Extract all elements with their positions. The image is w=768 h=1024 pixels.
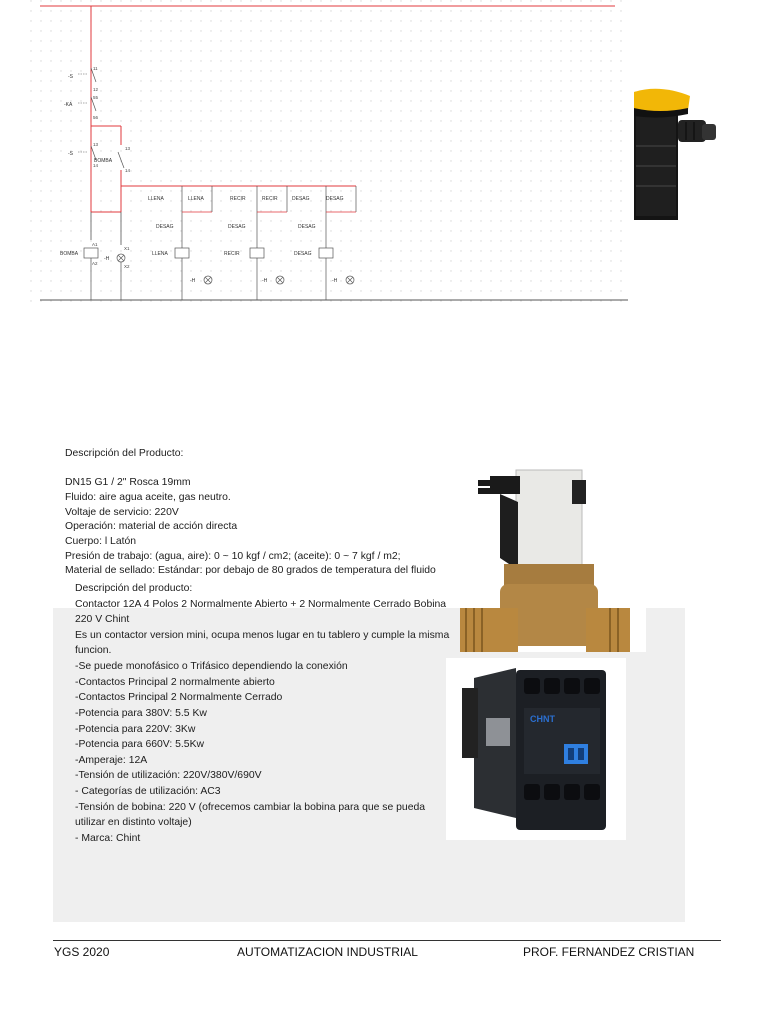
- contactor-spec-line: -Potencia para 380V: 5.5 Kw: [75, 708, 207, 719]
- valve-spec-line: Material de sellado: Estándar: por debajo de 80 grados de temperatura del fluido: [65, 565, 436, 576]
- svg-text:DESAG: DESAG: [298, 224, 316, 230]
- contactor-spec-line: -Potencia para 660V: 5.5Kw: [75, 739, 204, 750]
- svg-text:14: 14: [93, 163, 99, 168]
- svg-text:DESAG: DESAG: [294, 251, 312, 257]
- valve-description-heading: Descripción del Producto:: [65, 448, 184, 459]
- footer-rule: [53, 940, 721, 941]
- contactor-description-heading: Descripción del producto:: [75, 583, 193, 594]
- level-sensor-image: [634, 86, 724, 220]
- svg-text:LLENA: LLENA: [188, 196, 204, 202]
- svg-text:X1: X1: [124, 246, 130, 251]
- valve-spec-line: Operación: material de acción directa: [65, 521, 238, 532]
- contactor-image: [446, 658, 626, 840]
- svg-text:-S: -S: [68, 151, 73, 157]
- svg-text:A1: A1: [92, 242, 98, 247]
- solenoid-valve-image: [460, 462, 646, 686]
- svg-text:RECIR: RECIR: [262, 196, 278, 202]
- contactor-spec-line: -Se puede monofásico o Trifásico dependiendo la conexión: [75, 661, 348, 672]
- svg-text:14: 14: [125, 168, 131, 173]
- svg-text:RECIR: RECIR: [230, 196, 246, 202]
- svg-text:-H: -H: [262, 278, 268, 284]
- contactor-spec-line: -Potencia para 220V: 3Kw: [75, 724, 196, 735]
- svg-text:11: 11: [93, 66, 98, 71]
- svg-text:-H: -H: [332, 278, 338, 284]
- svg-text:CHNT: CHNT: [530, 714, 555, 724]
- svg-text:LLENA: LLENA: [148, 196, 164, 202]
- contactor-spec-line: - Categorías de utilización: AC3: [75, 786, 221, 797]
- svg-text:LLENA: LLENA: [152, 251, 168, 257]
- svg-text:13: 13: [93, 142, 99, 147]
- valve-spec-line: Fluido: aire agua aceite, gas neutro.: [65, 492, 231, 503]
- valve-spec-line: Cuerpo: l Latón: [65, 536, 137, 547]
- svg-text:13: 13: [125, 146, 131, 151]
- svg-text:-H: -H: [104, 256, 110, 262]
- contactor-spec-line: -Amperaje: 12A: [75, 755, 148, 766]
- contactor-spec-line: utilizar en distinto voltaje): [75, 817, 192, 828]
- svg-text:BOMBA: BOMBA: [94, 158, 113, 164]
- contactor-spec-line: - Marca: Chint: [75, 833, 141, 844]
- svg-text:-H: -H: [190, 278, 196, 284]
- svg-text:DESAG: DESAG: [326, 196, 344, 202]
- footer-right: PROF. FERNANDEZ CRISTIAN: [523, 945, 695, 959]
- svg-text:X2: X2: [124, 264, 130, 269]
- svg-text:55: 55: [93, 95, 99, 100]
- contactor-spec-line: -Contactos Principal 2 Normalmente Cerrado: [75, 692, 283, 703]
- svg-text:56: 56: [93, 115, 99, 120]
- contactor-spec-line: funcion.: [75, 645, 112, 656]
- svg-text:RECIR: RECIR: [224, 251, 240, 257]
- svg-text:-KA: -KA: [64, 102, 73, 108]
- svg-text:BOMBA: BOMBA: [60, 251, 79, 257]
- ladder-schematic: [30, 0, 630, 310]
- valve-spec-line: Presión de trabajo: (agua, aire): 0 ~ 10 kgf / cm2; (aceite): 0 ~ 7 kgf / m2;: [65, 551, 401, 562]
- contactor-spec-line: -Tensión de utilización: 220V/380V/690V: [75, 770, 262, 781]
- svg-text:-S: -S: [68, 74, 73, 80]
- valve-spec-line: Voltaje de servicio: 220V: [65, 507, 179, 518]
- svg-text:12: 12: [93, 87, 99, 92]
- svg-text:DESAG: DESAG: [228, 224, 246, 230]
- contactor-spec-line: 220 V Chint: [75, 614, 130, 625]
- contactor-spec-line: Contactor 12A 4 Polos 2 Normalmente Abierto + 2 Normalmente Cerrado Bobina: [75, 599, 447, 610]
- footer-left: YGS 2020: [54, 945, 110, 959]
- svg-text:DESAG: DESAG: [156, 224, 174, 230]
- svg-text:A2: A2: [92, 261, 98, 266]
- schematic-grid: [30, 0, 630, 310]
- svg-text:DESAG: DESAG: [292, 196, 310, 202]
- valve-spec-line: DN15 G1 / 2" Rosca 19mm: [65, 477, 191, 488]
- footer-center: AUTOMATIZACION INDUSTRIAL: [237, 945, 418, 959]
- contactor-spec-line: Es un contactor version mini, ocupa menos lugar en tu tablero y cumple la misma: [75, 630, 450, 641]
- contactor-spec-line: -Contactos Principal 2 normalmente abierto: [75, 677, 275, 688]
- contactor-spec-line: -Tensión de bobina: 220 V (ofrecemos cambiar la bobina para que se pueda: [75, 802, 426, 813]
